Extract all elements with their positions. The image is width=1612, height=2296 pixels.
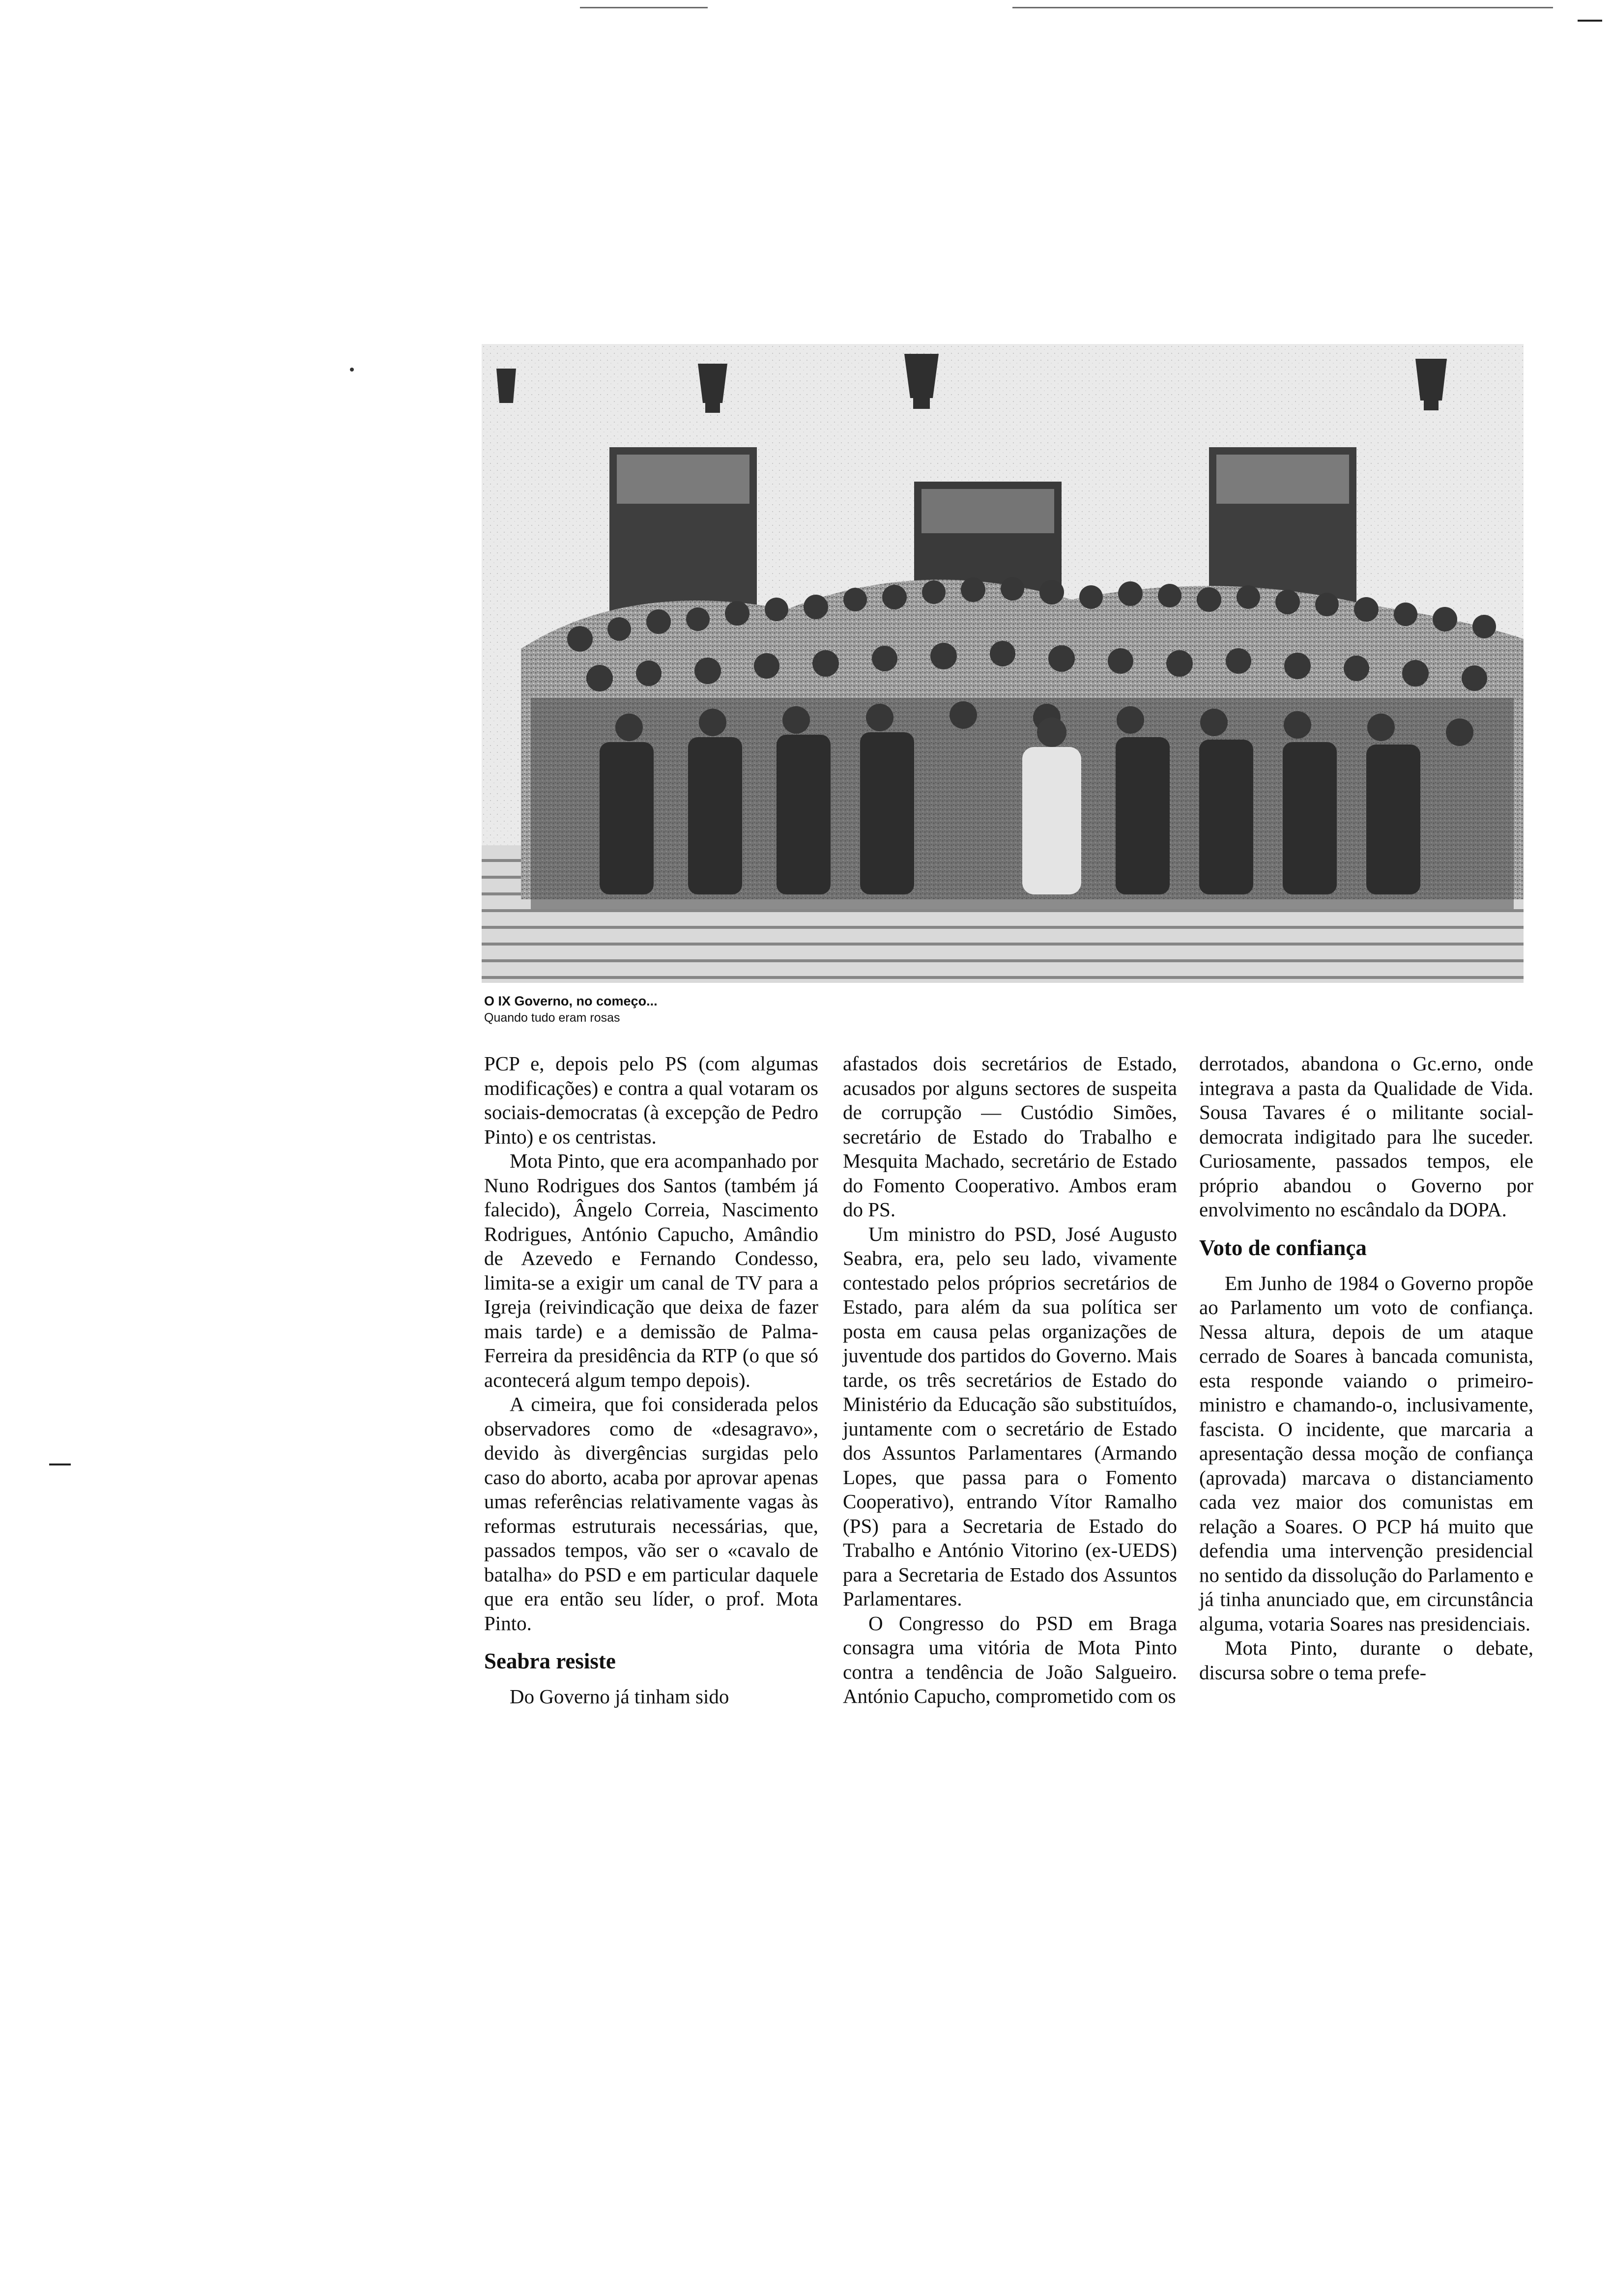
scan-mark	[49, 1464, 71, 1465]
paragraph: PCP e, depois pelo PS (com algumas modificações) e contra a qual votaram os sociais-democratas (à excepção de Pedro Pinto) e os centristas.	[484, 1052, 818, 1148]
paragraph: A cimeira, que foi considerada pelos observadores como de «desagravo», devido às divergências surgidas pelo caso do aborto, acaba por aprovar apenas umas referências relativamente vagas às reformas estruturais necessárias, que, passados tempos, vão ser o «cavalo de batalha» do PSD e em particular daquele que era então seu líder, o prof. Mota Pinto.	[484, 1393, 818, 1635]
section-heading: Voto de confiança	[1199, 1235, 1367, 1260]
article-column-1	[484, 1052, 818, 1709]
paragraph: Mota Pinto, que era acompanhado por Nuno Rodrigues dos Santos (também já falecido), Ângelo Correia, Nascimento Rodrigues, António Capucho, Amândio de Azevedo e Fernando Condesso, limita-se a exigir um canal de TV para a Igreja (reivindicação que deixa de fazer mais tarde) e a demissão de Palma-Ferreira da presidência da RTP (o que só acontecerá algum tempo depois).	[484, 1149, 818, 1391]
paragraph: Em Junho de 1984 o Governo propõe ao Parlamento um voto de confiança. Nessa altura, depois de um ataque cerrado de Soares à bancada comunista, esta responde vaiando o primeiro-ministro e chamando-o, inclusivamente, fascista. O incidente, que marcaria a apresentação dessa moção de confiança (aprovada) marcava o distanciamento cada vez maior dos comunistas em relação a Soares. O PCP há muito que defendia uma intervenção presidencial no sentido da dissolução do Parlamento e já tinha anunciado que, em circunstância alguma, votaria Soares nas presidenciais.	[1199, 1271, 1533, 1635]
scan-edge-line	[1012, 7, 1553, 8]
article-column-3	[1199, 1052, 1533, 1685]
paragraph: Um ministro do PSD, José Augusto Seabra, era, pelo seu lado, vivamente contestado pelos próprios secretários de Estado, para além da sua política ser posta em causa pelas organizações de juventude dos partidos do Governo. Mais tarde, os três secretários de Estado do Ministério da Educação são substituídos, juntamente com o secretário de Estado dos Assuntos Parlamentares (Armando Lopes, que passa para o Fomento Cooperativo), entrando Vítor Ramalho (PS) para a Secretaria de Estado do Trabalho e António Vitorino (ex-UEDS) para a Secretaria de Estado dos Assuntos Parlamentares.	[843, 1222, 1177, 1610]
photo-caption	[484, 993, 1074, 1026]
caption-title: O IX Governo, no começo...	[484, 994, 658, 1008]
section-heading: Seabra resiste	[484, 1649, 616, 1673]
scan-mark	[1578, 20, 1602, 22]
scan-edge-line	[580, 7, 708, 8]
paragraph: Do Governo já tinham sido	[510, 1685, 729, 1708]
photo-image	[482, 344, 1524, 983]
paragraph: O Congresso do PSD em Braga consagra uma vitória de Mota Pinto contra a tendência de João Salgueiro. António Capucho, comprometido com os	[843, 1611, 1177, 1707]
group-photograph	[482, 344, 1524, 983]
paragraph: derrotados, abandona o Gc.erno, onde integrava a pasta da Qualidade de Vida. Sousa Tavares é o militante social-democrata indigitado para lhe suceder. Curiosamente, passados tempos, ele próprio abandou o Governo por envolvimento no escândalo da DOPA.	[1199, 1052, 1533, 1221]
scan-mark	[350, 368, 354, 372]
article-column-2	[843, 1052, 1177, 1709]
paragraph: afastados dois secretários de Estado, acusados por alguns sectores de suspeita de corrupção — Custódio Simões, secretário de Estado do Trabalho e Mesquita Machado, secretário de Estado do Fomento Cooperativo. Ambos eram do PS.	[843, 1052, 1177, 1221]
caption-subtitle: Quando tudo eram rosas	[484, 1011, 620, 1025]
paragraph: Mota Pinto, durante o debate, discursa sobre o tema prefe-	[1199, 1636, 1533, 1684]
